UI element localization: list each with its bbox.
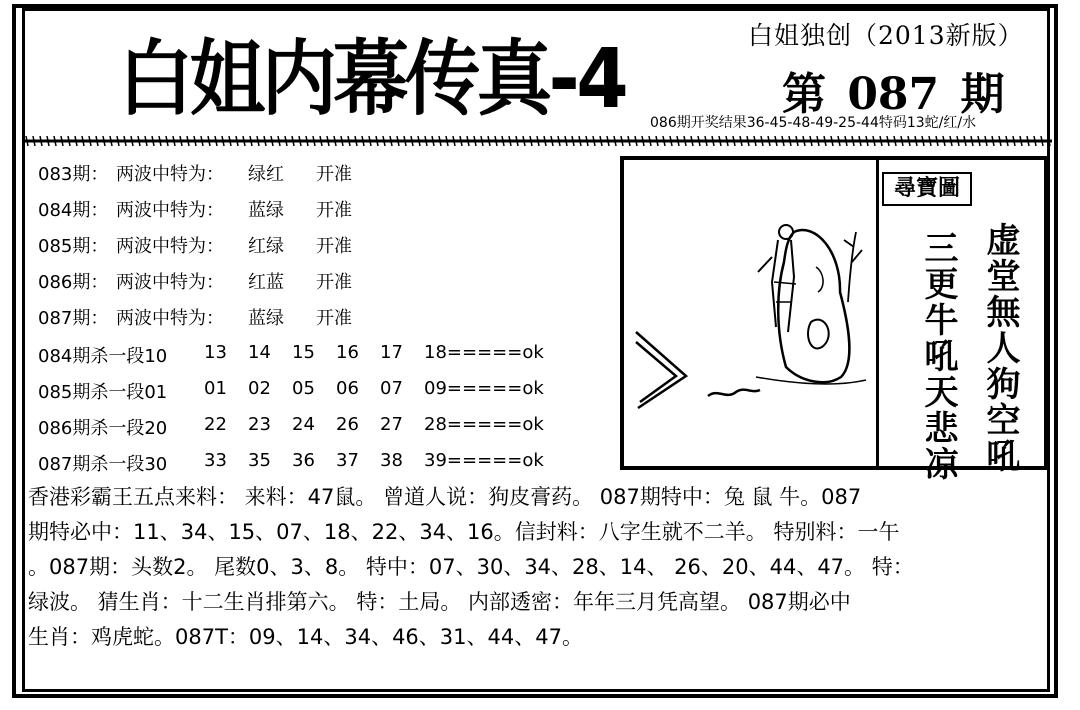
wave-value: 红绿 [248,236,284,257]
treasure-map-title: 尋寶圖 [882,172,972,206]
kill-prefix: 085期杀一段01 [38,382,168,403]
wave-value: 红蓝 [248,272,284,293]
poem-line-left: 三更牛吼天悲凉 [918,230,958,482]
last-draw-result: 086期开奖结果36-45-48-49-25-44特码13蛇/红/水 [650,115,977,131]
wave-period: 086期： [38,272,109,293]
kill-number: 02 [248,378,271,399]
kill-number: 33 [204,450,227,471]
kill-prefix: 086期杀一段20 [38,418,168,439]
kill-prefix: 087期杀一段30 [38,454,168,475]
kill-result: 39=====ok [424,450,544,471]
kill-number: 22 [204,414,227,435]
wave-value: 蓝绿 [248,308,284,329]
kill-number: 05 [292,378,315,399]
kill-number: 14 [248,342,271,363]
wave-label: 两波中特为： [116,200,224,221]
kill-number: 06 [336,378,359,399]
wave-period: 084期： [38,200,109,221]
kill-number: 07 [380,378,403,399]
kill-number: 13 [204,342,227,363]
tips-line: 。087期：头数2。 尾数0、3、8。 特中：07、30、34、28、14、 26、20、44、47。 特： [28,555,914,579]
wave-label: 两波中特为： [116,272,224,293]
wave-period: 083期： [38,164,109,185]
treasure-illustration [626,162,874,464]
barbed-divider [24,136,1052,146]
wave-value: 绿红 [248,164,284,185]
edition-label: 白姐独创（2013新版） [748,21,1024,50]
tips-line: 香港彩霸王五点来料： 来料：47鼠。 曾道人说：狗皮膏药。 087期特中：兔 鼠 牛。087 [28,485,862,509]
kill-result: 09=====ok [424,378,544,399]
wave-label: 两波中特为： [116,164,224,185]
wave-label: 两波中特为： [116,308,224,329]
treasure-divider [876,160,879,466]
kill-number: 01 [204,378,227,399]
kill-result: 28=====ok [424,414,544,435]
kill-number: 36 [292,450,315,471]
tips-paragraph [28,480,1056,655]
page-title: 白姐内幕传真-4 [118,32,626,127]
kill-prefix: 084期杀一段10 [38,346,168,367]
kill-number: 17 [380,342,403,363]
wave-value: 蓝绿 [248,200,284,221]
kill-result: 18=====ok [424,342,544,363]
wave-status: 开准 [316,308,352,329]
wave-period: 085期： [38,236,109,257]
tips-line: 生肖：鸡虎蛇。087T：09、14、34、46、31、44、47。 [28,625,583,649]
kill-number: 23 [248,414,271,435]
wave-status: 开准 [316,236,352,257]
kill-number: 26 [336,414,359,435]
kill-number: 38 [380,450,403,471]
kill-number: 15 [292,342,315,363]
tips-line: 绿波。 猜生肖：十二生肖排第六。 特：土局。 内部透密：年年三月凭高望。 087期必中 [28,590,851,614]
poem-line-right: 虚堂無人狗空吼 [980,222,1020,474]
wave-status: 开准 [316,164,352,185]
wave-label: 两波中特为： [116,236,224,257]
issue-number: 第 087 期 [782,69,1005,120]
wave-status: 开准 [316,200,352,221]
wave-period: 087期： [38,308,109,329]
kill-number: 16 [336,342,359,363]
kill-number: 24 [292,414,315,435]
tips-line: 期特必中：11、34、15、07、18、22、34、16。信封料：八字生就不二羊。 特别料：一午 [28,520,900,544]
kill-number: 35 [248,450,271,471]
kill-number: 37 [336,450,359,471]
wave-status: 开准 [316,272,352,293]
kill-number: 27 [380,414,403,435]
